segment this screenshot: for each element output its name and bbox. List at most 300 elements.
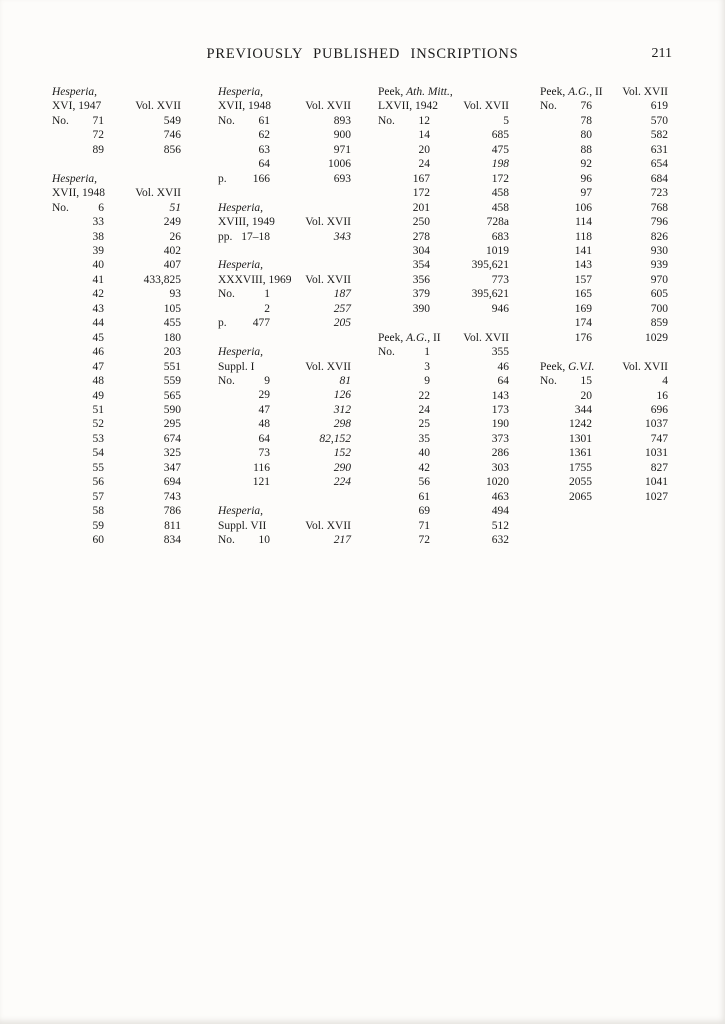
entry-row [540,287,668,301]
row-prefix [52,533,74,547]
row-prefix: No. [540,375,557,388]
entry-row [378,446,509,460]
source-number: 14 [418,129,430,142]
entry-row [218,475,351,489]
row-prefix [218,143,240,157]
source-name [540,85,603,99]
source-name [52,186,105,200]
source-number: 58 [92,505,104,518]
volume-number: 900 [333,129,351,142]
row-prefix [52,273,74,287]
volume-label: Vol. XVII [622,360,668,373]
source-name [218,215,275,229]
entry-row [540,417,668,431]
volume-number: 1006 [328,158,351,171]
entry-row [378,302,509,316]
source-number: 166 [252,172,270,185]
entry-row [52,114,181,128]
row-prefix [540,157,562,171]
source-number: 48 [258,418,270,431]
source-number: 64 [258,432,270,445]
entry-row [218,157,351,171]
section-heading [218,258,351,272]
source-number: 1 [424,346,430,359]
volume-number: 347 [163,461,181,474]
entry-row [540,201,668,215]
row-prefix [378,172,400,186]
source-name-text: XVIII, 1949 [218,216,275,229]
row-prefix [52,417,74,431]
source-name [218,258,263,272]
entry-row [378,475,509,489]
row-prefix [218,128,240,142]
volume-number: 930 [650,244,668,257]
source-number: 46 [92,346,104,359]
entry-row [218,316,351,330]
entry-row [378,432,509,446]
source-number: 80 [580,129,592,142]
entry-row [540,316,668,330]
source-number: 9 [264,375,270,388]
volume-number: 325 [163,447,181,460]
source-number: 1755 [569,461,592,474]
volume-number: 786 [163,505,181,518]
entry-row [378,533,509,547]
entry-row [378,417,509,431]
row-prefix [540,172,562,186]
volume-number: 16 [656,389,668,402]
entry-row [540,258,668,272]
row-prefix [52,143,74,157]
source-name [378,99,438,113]
row-prefix [540,287,562,301]
source-number: 39 [92,244,104,257]
row-prefix [378,258,400,272]
entry-row [52,215,181,229]
entry-row [378,186,509,200]
entry-row [378,215,509,229]
source-section [218,85,351,186]
volume-number: 674 [163,432,181,445]
source-number: 1361 [569,447,592,460]
row-prefix: No. [218,288,235,301]
volume-number: 605 [650,288,668,301]
volume-number: 152 [333,447,351,460]
volume-number: 46 [497,360,509,373]
source-number: 62 [258,129,270,142]
row-prefix [378,201,400,215]
volume-number: 559 [163,375,181,388]
entry-row [378,172,509,186]
row-prefix [540,461,562,475]
source-name [218,99,271,113]
volume-number: 570 [650,114,668,127]
source-number: 33 [92,216,104,229]
source-number: 88 [580,143,592,156]
volume-number: 512 [491,519,509,532]
volume-number: 475 [491,143,509,156]
volume-number: 1027 [645,490,668,503]
volume-number: 203 [163,346,181,359]
volume-number: 93 [169,288,181,301]
volume-number: 5 [503,114,509,127]
source-number: 172 [412,187,430,200]
volume-number: 683 [491,230,509,243]
volume-number: 946 [491,302,509,315]
entry-row [52,403,181,417]
source-number: 1301 [569,432,592,445]
entry-row [540,143,668,157]
row-prefix [378,389,400,403]
volume-number: 685 [491,129,509,142]
entry-row [52,143,181,157]
source-number: 354 [412,259,430,272]
entry-row [52,331,181,345]
entry-row [52,374,181,388]
source-number: 2055 [569,476,592,489]
entry-row [540,244,668,258]
row-prefix [378,143,400,157]
source-number: 169 [574,302,592,315]
entry-row [218,287,351,301]
source-number: 250 [412,216,430,229]
volume-number: 64 [497,375,509,388]
source-section [52,85,181,157]
source-number: 141 [574,244,592,257]
source-name [52,99,101,113]
volume-number: 811 [164,519,181,532]
source-section [218,345,351,490]
row-prefix [52,504,74,518]
entry-row [378,201,509,215]
source-name [218,273,291,287]
source-number: 42 [418,461,430,474]
source-number: 42 [92,288,104,301]
source-name [52,85,97,99]
entry-row [378,345,509,359]
entry-row [52,287,181,301]
source-number: 47 [92,360,104,373]
volume-number: 286 [491,447,509,460]
volume-number: 290 [333,461,351,474]
volume-number: 190 [491,418,509,431]
row-prefix [378,302,400,316]
row-prefix [378,504,400,518]
source-number: 143 [574,259,592,272]
source-number: 3 [424,360,430,373]
row-prefix [378,403,400,417]
row-prefix [378,273,400,287]
entry-row [52,230,181,244]
source-name [378,331,441,345]
source-number: 44 [92,317,104,330]
volume-number: 746 [163,129,181,142]
entry-row [52,432,181,446]
source-name [218,201,263,215]
entry-row [218,128,351,142]
entry-row [52,490,181,504]
row-prefix [52,432,74,446]
volume-number: 551 [163,360,181,373]
entry-row [378,360,509,374]
entry-row [540,230,668,244]
entry-row [218,302,351,316]
source-name-text: Peek, [378,86,407,98]
section-heading [52,99,181,113]
row-prefix [378,533,400,547]
volume-number: 395,621 [471,259,509,272]
volume-number: 343 [333,230,351,243]
volume-number: 187 [333,288,351,301]
section-heading [52,85,181,99]
entry-row [540,446,668,460]
row-prefix: No. [378,346,395,359]
volume-label: Vol. XVII [305,216,351,229]
volume-number: 407 [163,259,181,272]
volume-number: 834 [163,534,181,547]
source-section [218,201,351,244]
source-number: 52 [92,418,104,431]
volume-label: Vol. XVII [305,100,351,113]
row-prefix [52,475,74,489]
volume-number: 694 [163,476,181,489]
row-prefix [378,374,400,388]
row-prefix [540,201,562,215]
column-1 [52,85,181,547]
row-prefix [52,244,74,258]
row-prefix [378,230,400,244]
entry-row [378,287,509,301]
entry-row [378,490,509,504]
entry-row [378,374,509,388]
volume-number: 1031 [645,447,668,460]
source-number: 51 [92,403,104,416]
volume-number: 1019 [486,244,509,257]
source-number: 56 [418,476,430,489]
entry-row [218,388,351,402]
source-number: 24 [418,158,430,171]
entry-row [540,461,668,475]
row-prefix [540,490,562,504]
entry-row [378,230,509,244]
row-prefix [218,432,240,446]
source-name-text: Hesperia, [218,346,264,359]
row-prefix [218,302,240,316]
section-heading [540,85,668,99]
entry-row [52,345,181,359]
volume-number: 249 [163,216,181,229]
source-number: 71 [92,114,104,127]
source-number: 38 [92,230,104,243]
volume-number: 26 [169,230,181,243]
source-name-text: LXVII, 1942 [378,100,439,113]
row-prefix [540,143,562,157]
row-prefix [378,446,400,460]
source-number: 59 [92,519,104,532]
row-prefix [218,403,240,417]
volume-number: 1020 [486,476,509,489]
source-number: 9 [424,375,430,388]
volume-number: 458 [491,187,509,200]
entry-row [378,273,509,287]
entry-row [378,461,509,475]
source-number: 64 [258,158,270,171]
entry-row [540,389,668,403]
volume-label: Vol. XVII [305,273,351,286]
row-prefix [540,475,562,489]
source-name-text: Hesperia, [218,201,264,214]
volume-number: 631 [650,143,668,156]
row-prefix: No. [52,201,69,214]
volume-number: 970 [650,273,668,286]
source-name-text: Peek, [378,331,407,344]
entry-row [540,475,668,489]
row-prefix [218,388,240,402]
volume-number: 827 [650,461,668,474]
entry-row [540,331,668,345]
source-name-text: , II [427,331,441,344]
entry-row [540,374,668,388]
section-heading [218,345,351,359]
entry-row [218,230,351,244]
entry-row [218,403,351,417]
volume-number: 105 [163,302,181,315]
entry-row [218,533,351,547]
entry-row [218,446,351,460]
source-number: 10 [258,533,270,546]
volume-number: 549 [163,114,181,127]
row-prefix [52,128,74,142]
page-title: PREVIOUSLY PUBLISHED INSCRIPTIONS [206,46,519,62]
entry-row [52,446,181,460]
column-4 [540,85,668,504]
row-prefix [52,403,74,417]
row-prefix [52,360,74,374]
source-section [378,331,509,548]
source-number: 278 [412,230,430,243]
entry-row [52,417,181,431]
source-number: 379 [412,288,430,301]
volume-label: Vol. XVII [135,187,181,200]
entry-row [540,403,668,417]
row-prefix: No. [540,100,557,113]
row-prefix [378,186,400,200]
row-prefix [378,287,400,301]
volume-label: Vol. XVII [305,519,351,532]
source-number: 61 [418,490,430,503]
volume-number: 856 [163,143,181,156]
section-heading [378,331,509,345]
source-number: 2065 [569,490,592,503]
source-number: 92 [580,158,592,171]
volume-number: 654 [650,158,668,171]
source-number: 63 [258,143,270,156]
source-number: 72 [92,129,104,142]
volume-number: 939 [650,259,668,272]
section-heading [218,99,351,113]
source-name-text: XVI, 1947 [52,100,102,113]
volume-number: 298 [333,418,351,431]
source-number: 20 [580,389,592,402]
source-number: 56 [92,476,104,489]
source-number: 76 [580,100,592,113]
source-number: 356 [412,273,430,286]
volume-number: 723 [650,187,668,200]
section-heading [52,186,181,200]
section-heading [218,85,351,99]
source-name [52,172,97,186]
row-prefix [378,128,400,142]
source-name-text: Hesperia, [52,172,98,185]
volume-number: 590 [163,403,181,416]
entry-row [52,244,181,258]
source-name-text: XVII, 1948 [218,100,272,113]
volume-number: 693 [333,172,351,185]
entry-row [540,302,668,316]
entry-row [540,215,668,229]
source-section [218,504,351,547]
source-number: 57 [92,490,104,503]
volume-number: 893 [333,114,351,127]
entry-row [540,490,668,504]
row-prefix [540,389,562,403]
volume-number: 172 [491,172,509,185]
section-heading [218,201,351,215]
row-prefix: No. [378,114,395,127]
row-prefix [52,215,74,229]
source-number: 25 [418,418,430,431]
volume-number: 684 [650,172,668,185]
row-prefix [540,114,562,128]
source-number: 12 [418,114,430,127]
volume-number: 565 [163,389,181,402]
source-name [218,519,266,533]
row-prefix [52,331,74,345]
source-number: 6 [98,201,104,214]
column-2 [218,85,351,547]
entry-row [378,128,509,142]
volume-number: 971 [333,143,351,156]
row-prefix [52,461,74,475]
source-number: 41 [92,273,104,286]
entry-row [540,432,668,446]
volume-number: 81 [339,375,351,388]
volume-number: 859 [650,317,668,330]
volume-number: 402 [163,244,181,257]
entry-row [540,114,668,128]
volume-label: Vol. XVII [463,331,509,344]
entry-row [378,143,509,157]
row-prefix [218,446,240,460]
source-name-text: , II [589,86,603,98]
row-prefix [218,461,240,475]
row-prefix: No. [218,533,235,546]
volume-number: 743 [163,490,181,503]
row-prefix [52,345,74,359]
source-number: 167 [412,172,430,185]
volume-number: 582 [650,129,668,142]
entry-row [218,114,351,128]
volume-number: 373 [491,432,509,445]
source-number: 43 [92,302,104,315]
entry-row [52,273,181,287]
source-number: 20 [418,143,430,156]
row-prefix [540,432,562,446]
source-number: 304 [412,244,430,257]
source-number: 24 [418,403,430,416]
source-number: 89 [92,143,104,156]
section-heading [218,215,351,229]
